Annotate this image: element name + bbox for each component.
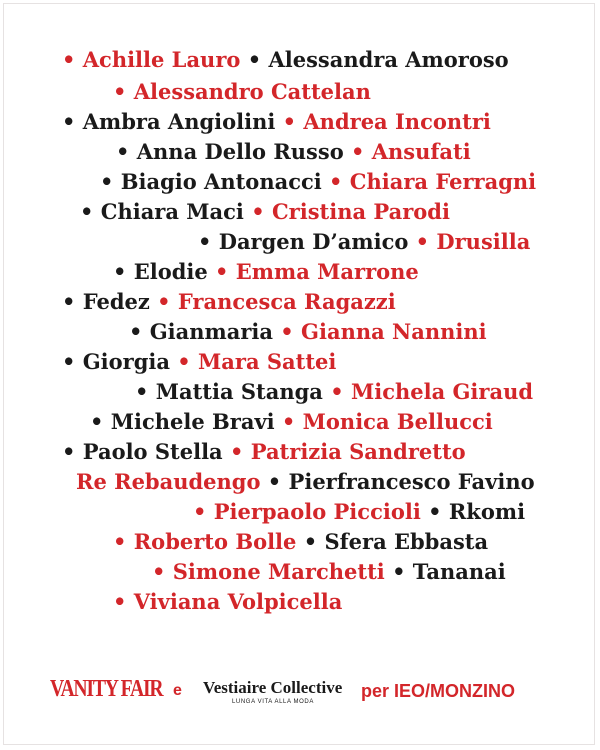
name-entry: • Michele Bravi: [90, 409, 275, 434]
name-line: [62, 287, 396, 317]
name-line: [198, 227, 530, 257]
name-entry: • Gianmaria: [129, 319, 273, 344]
name-entry: • Emma Marrone: [207, 259, 419, 284]
name-entry: • Mattia Stanga: [135, 379, 323, 404]
name-entry: • Achille Lauro: [62, 47, 241, 72]
name-entry: • Alessandra Amoroso: [240, 47, 509, 72]
name-entry: • Ansufati: [343, 139, 471, 164]
name-entry: • Dargen D’amico: [198, 229, 409, 254]
name-entry: • Chiara Ferragni: [321, 169, 537, 194]
name-line: [62, 107, 491, 137]
conjunction-text: e: [173, 682, 182, 699]
name-entry: • Cristina Parodi: [243, 199, 450, 224]
name-line: [193, 497, 525, 527]
name-entry: • Fedez: [62, 289, 150, 314]
name-line: [113, 257, 419, 287]
name-entry: • Biagio Antonacci: [100, 169, 322, 194]
name-entry: • Sfera Ebbasta: [296, 529, 489, 554]
name-entry: • Ambra Angiolini: [62, 109, 276, 134]
name-entry: • Pierfrancesco Favino: [260, 469, 535, 494]
name-line: [113, 587, 342, 617]
name-line: [62, 437, 466, 467]
name-entry: • Francesca Ragazzi: [149, 289, 396, 314]
name-entry: • Michela Giraud: [322, 379, 534, 404]
vestiaire-tagline: LUNGA VITA ALLA MODA: [232, 699, 314, 705]
name-entry: • Patrizia Sandretto: [222, 439, 466, 464]
name-line: [100, 167, 536, 197]
name-entry: • Gianna Nannini: [273, 319, 487, 344]
name-entry: • Pierpaolo Piccioli: [193, 499, 421, 524]
name-entry: • Andrea Incontri: [275, 109, 491, 134]
name-line: [129, 317, 487, 347]
name-line: [116, 137, 471, 167]
beneficiary-text: per IEO/MONZINO: [361, 681, 516, 701]
vestiaire-collective-logo: Vestiaire Collective: [203, 678, 343, 697]
footer: [0, 672, 600, 718]
name-entry: • Rkomi: [420, 499, 526, 524]
name-line: [113, 77, 371, 107]
name-entry: • Monica Bellucci: [274, 409, 493, 434]
name-line: [113, 527, 488, 557]
name-entry: • Paolo Stella: [62, 439, 223, 464]
vanity-fair-logo: VANITY FAIR: [50, 676, 163, 702]
name-line: [90, 407, 493, 437]
name-entry: • Mara Sattei: [169, 349, 337, 374]
name-entry: • Giorgia: [62, 349, 170, 374]
name-entry: • Alessandro Cattelan: [113, 79, 371, 104]
name-line: [80, 197, 450, 227]
name-entry: • Tananai: [384, 559, 506, 584]
name-line: [76, 467, 535, 497]
name-line: [62, 45, 509, 75]
name-entry: • Elodie: [113, 259, 208, 284]
name-entry: • Roberto Bolle: [113, 529, 297, 554]
name-entry: • Anna Dello Russo: [116, 139, 344, 164]
name-line: [62, 347, 336, 377]
name-line: [135, 377, 533, 407]
name-entry: • Simone Marchetti: [152, 559, 385, 584]
name-line: [152, 557, 506, 587]
name-entry: • Chiara Maci: [80, 199, 244, 224]
name-entry: • Viviana Volpicella: [113, 589, 343, 614]
name-entry: • Drusilla: [408, 229, 531, 254]
name-entry: Re Rebaudengo: [76, 469, 261, 494]
